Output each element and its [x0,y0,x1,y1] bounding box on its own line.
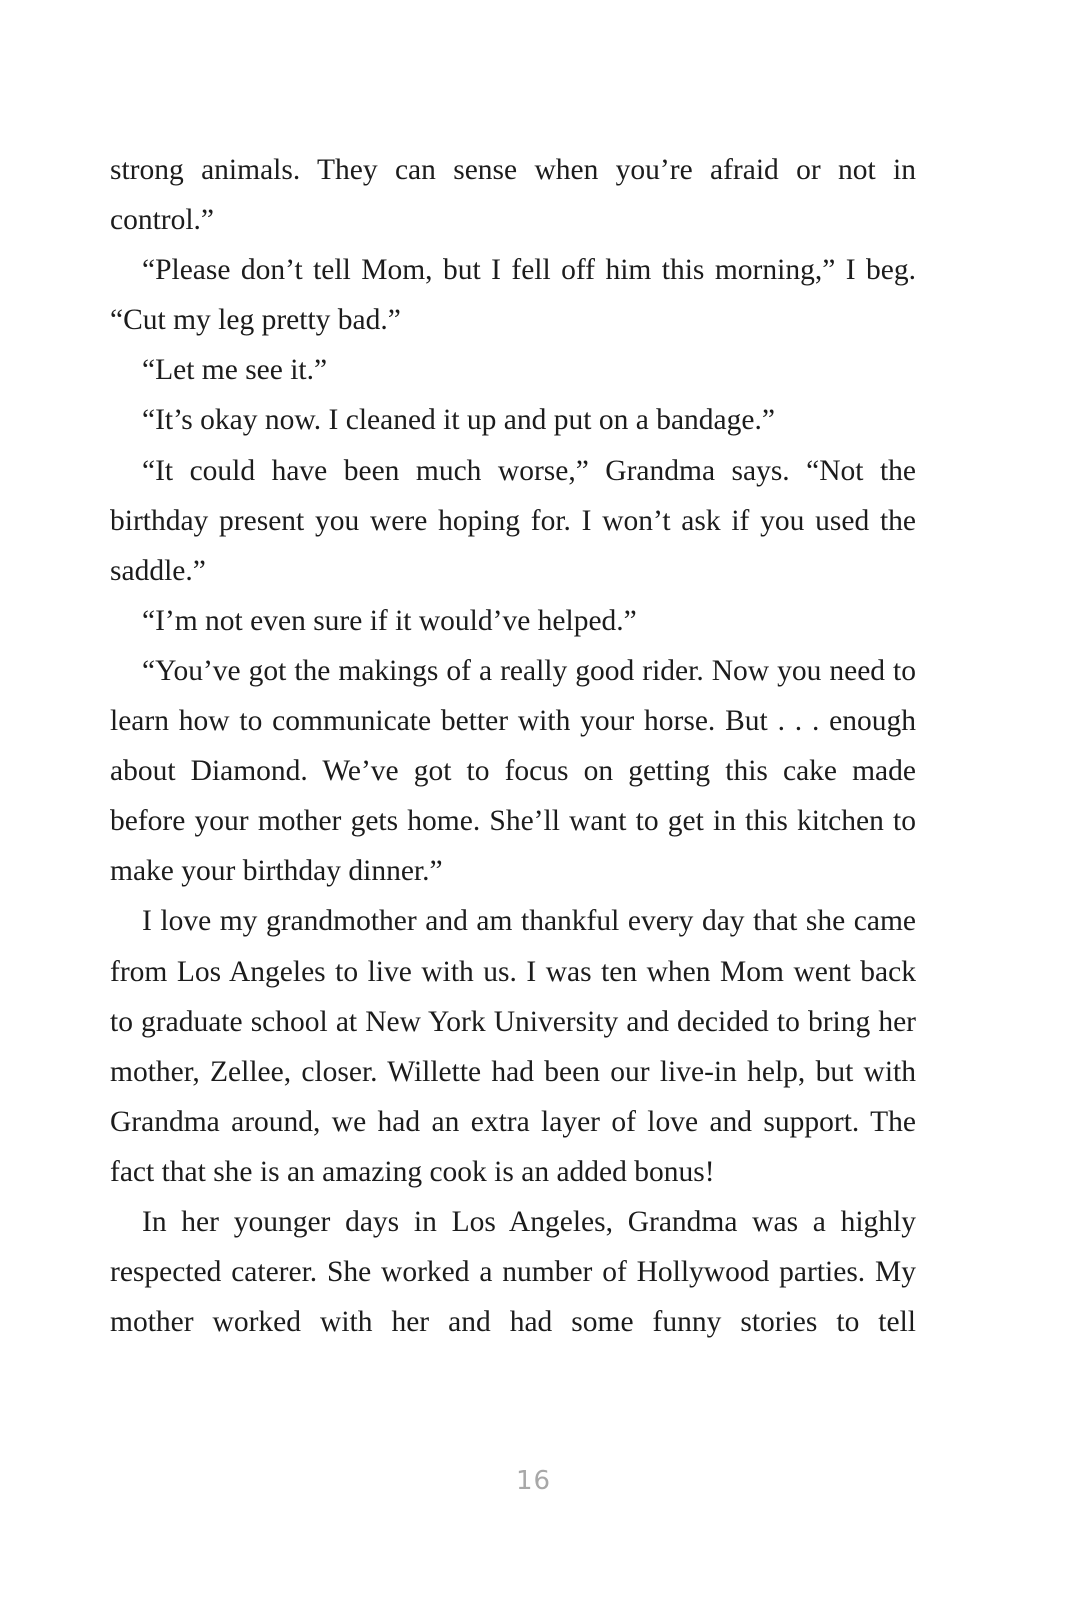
body-text [110,145,916,1347]
paragraph-younger-days: In her younger days in Los Angeles, Grandma was a highly respected caterer. She worked a number of Hollywood parties. My mother worked with her and had some funny stories to tell [110,1205,916,1339]
paragraph-dialogue-could-have-been-worse: “It could have been much worse,” Grandma says. “Not the birthday present you were hoping for. I won’t ask if you used the saddle.” [110,454,916,587]
paragraph-dialogue-not-even-sure: “I’m not even sure if it would’ve helped.” [142,604,637,637]
paragraph-dialogue-makings-of-rider: “You’ve got the makings of a really good rider. Now you need to learn how to communicate better with your horse. But . . . enough about Diamond. We’ve got to focus on getting this cake made before your mother gets home. She’ll want to get in this kitchen to make your birthday dinner.” [110,654,916,888]
paragraph-continuation: strong animals. They can sense when you’re afraid or not in control.” [110,154,916,237]
page-number: 16 [515,1466,552,1496]
paragraph-dialogue-please-dont-tell: “Please don’t tell Mom, but I fell off him this morning,” I beg. “Cut my leg pretty bad.” [110,254,916,337]
paragraph-love-my-grandmother: I love my grandmother and am thankful every day that she came from Los Angeles to live with us. I was ten when Mom went back to graduate school at New York University and decided to bring her mother, Zellee, closer. Willette had been our live-in help, but with Grandma around, we had an extra layer of love and support. The fact that she is an amazing cook is an added bonus! [110,905,916,1188]
paragraph-dialogue-its-okay: “It’s okay now. I cleaned it up and put on a bandage.” [142,404,775,437]
paragraph-dialogue-let-me-see: “Let me see it.” [142,354,328,387]
